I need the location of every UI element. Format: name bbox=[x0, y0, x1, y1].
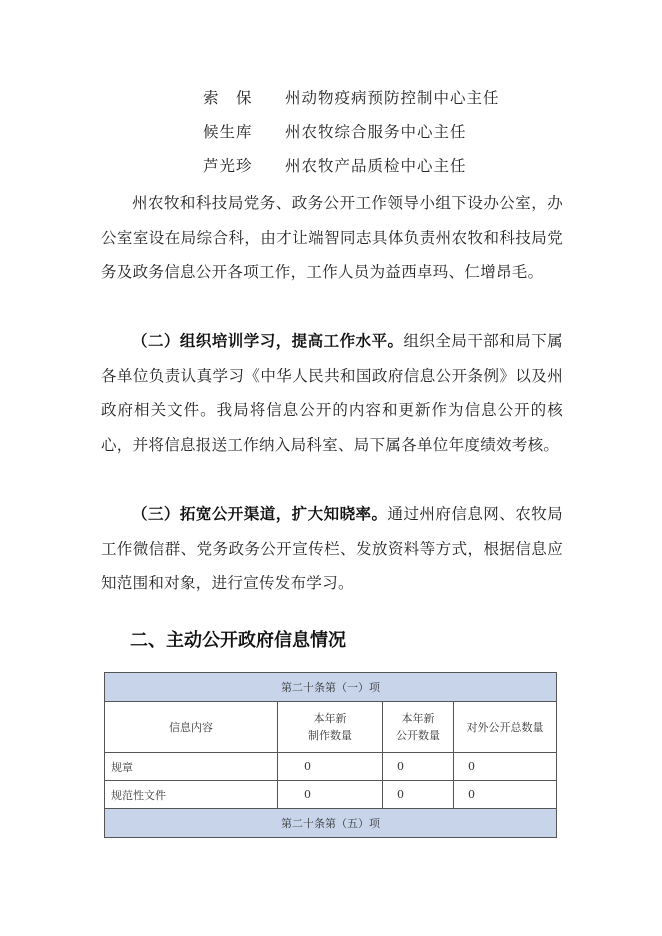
channels-body: 通过州府信息网、农牧局工作微信群、党务政务公开宣传栏、发放资料等方式，根据信息应知范围和对象，进行宣传发布学习。 bbox=[101, 505, 563, 592]
header-new-made bbox=[278, 702, 383, 753]
member-role: 州动物疫病预防控制中心主任 bbox=[285, 89, 500, 107]
member-name: 候生库 bbox=[203, 123, 253, 141]
member-role: 州农牧产品质检中心主任 bbox=[285, 157, 467, 175]
header-total: 对外公开总数量 bbox=[454, 702, 557, 753]
table-row bbox=[105, 781, 557, 809]
member-name: 芦光珍 bbox=[203, 157, 253, 175]
member-row bbox=[203, 120, 467, 144]
office-text: 州农牧和科技局党务、政务公开工作领导小组下设办公室，办公室室设在局综合科，由才让端智同志具体负责州农牧和科技局党务及政务信息公开各项工作，工作人员为益西卓玛、仁增昂毛。 bbox=[101, 194, 563, 281]
row-made: 0 bbox=[278, 781, 383, 809]
header-new-public-line2: 公开数量 bbox=[396, 729, 440, 742]
row-public: 0 bbox=[383, 753, 454, 781]
header-new-public-line1: 本年新 bbox=[401, 712, 435, 725]
training-body: 组织全局干部和局下属各单位负责认真学习《中华人民共和国政府信息公开条例》以及州政府相关文件。我局将信息公开的内容和更新作为信息公开的核心，并将信息报送工作纳入局科室、局下属各单位年度绩效考核。 bbox=[101, 332, 563, 454]
header-new-public bbox=[383, 702, 454, 753]
table-band: 第二十条第（一）项 bbox=[105, 673, 557, 702]
row-label: 规范性文件 bbox=[105, 781, 278, 809]
member-name: 索 保 bbox=[203, 89, 253, 107]
table-band-row bbox=[105, 809, 557, 838]
table-header-row bbox=[105, 702, 557, 753]
member-row bbox=[203, 154, 467, 178]
row-public: 0 bbox=[383, 781, 454, 809]
row-total: 0 bbox=[454, 753, 557, 781]
table-band: 第二十条第（五）项 bbox=[105, 809, 557, 838]
row-made: 0 bbox=[278, 753, 383, 781]
channels-title: （三）拓宽公开渠道，扩大知晓率。 bbox=[132, 504, 388, 523]
header-new-made-line1: 本年新 bbox=[313, 712, 347, 725]
member-row bbox=[203, 86, 500, 110]
table-band-row bbox=[105, 673, 557, 702]
row-total: 0 bbox=[454, 781, 557, 809]
table-row bbox=[105, 753, 557, 781]
training-title: （二）组织培训学习，提高工作水平。 bbox=[132, 331, 404, 350]
header-content: 信息内容 bbox=[105, 702, 278, 753]
channels-paragraph bbox=[101, 497, 563, 601]
section-heading: 二、主动公开政府信息情况 bbox=[130, 630, 346, 651]
header-new-made-line2: 制作数量 bbox=[308, 729, 352, 742]
office-paragraph bbox=[101, 186, 563, 290]
row-label: 规章 bbox=[105, 753, 278, 781]
info-table bbox=[104, 672, 557, 838]
training-paragraph bbox=[101, 324, 563, 462]
member-role: 州农牧综合服务中心主任 bbox=[285, 123, 467, 141]
